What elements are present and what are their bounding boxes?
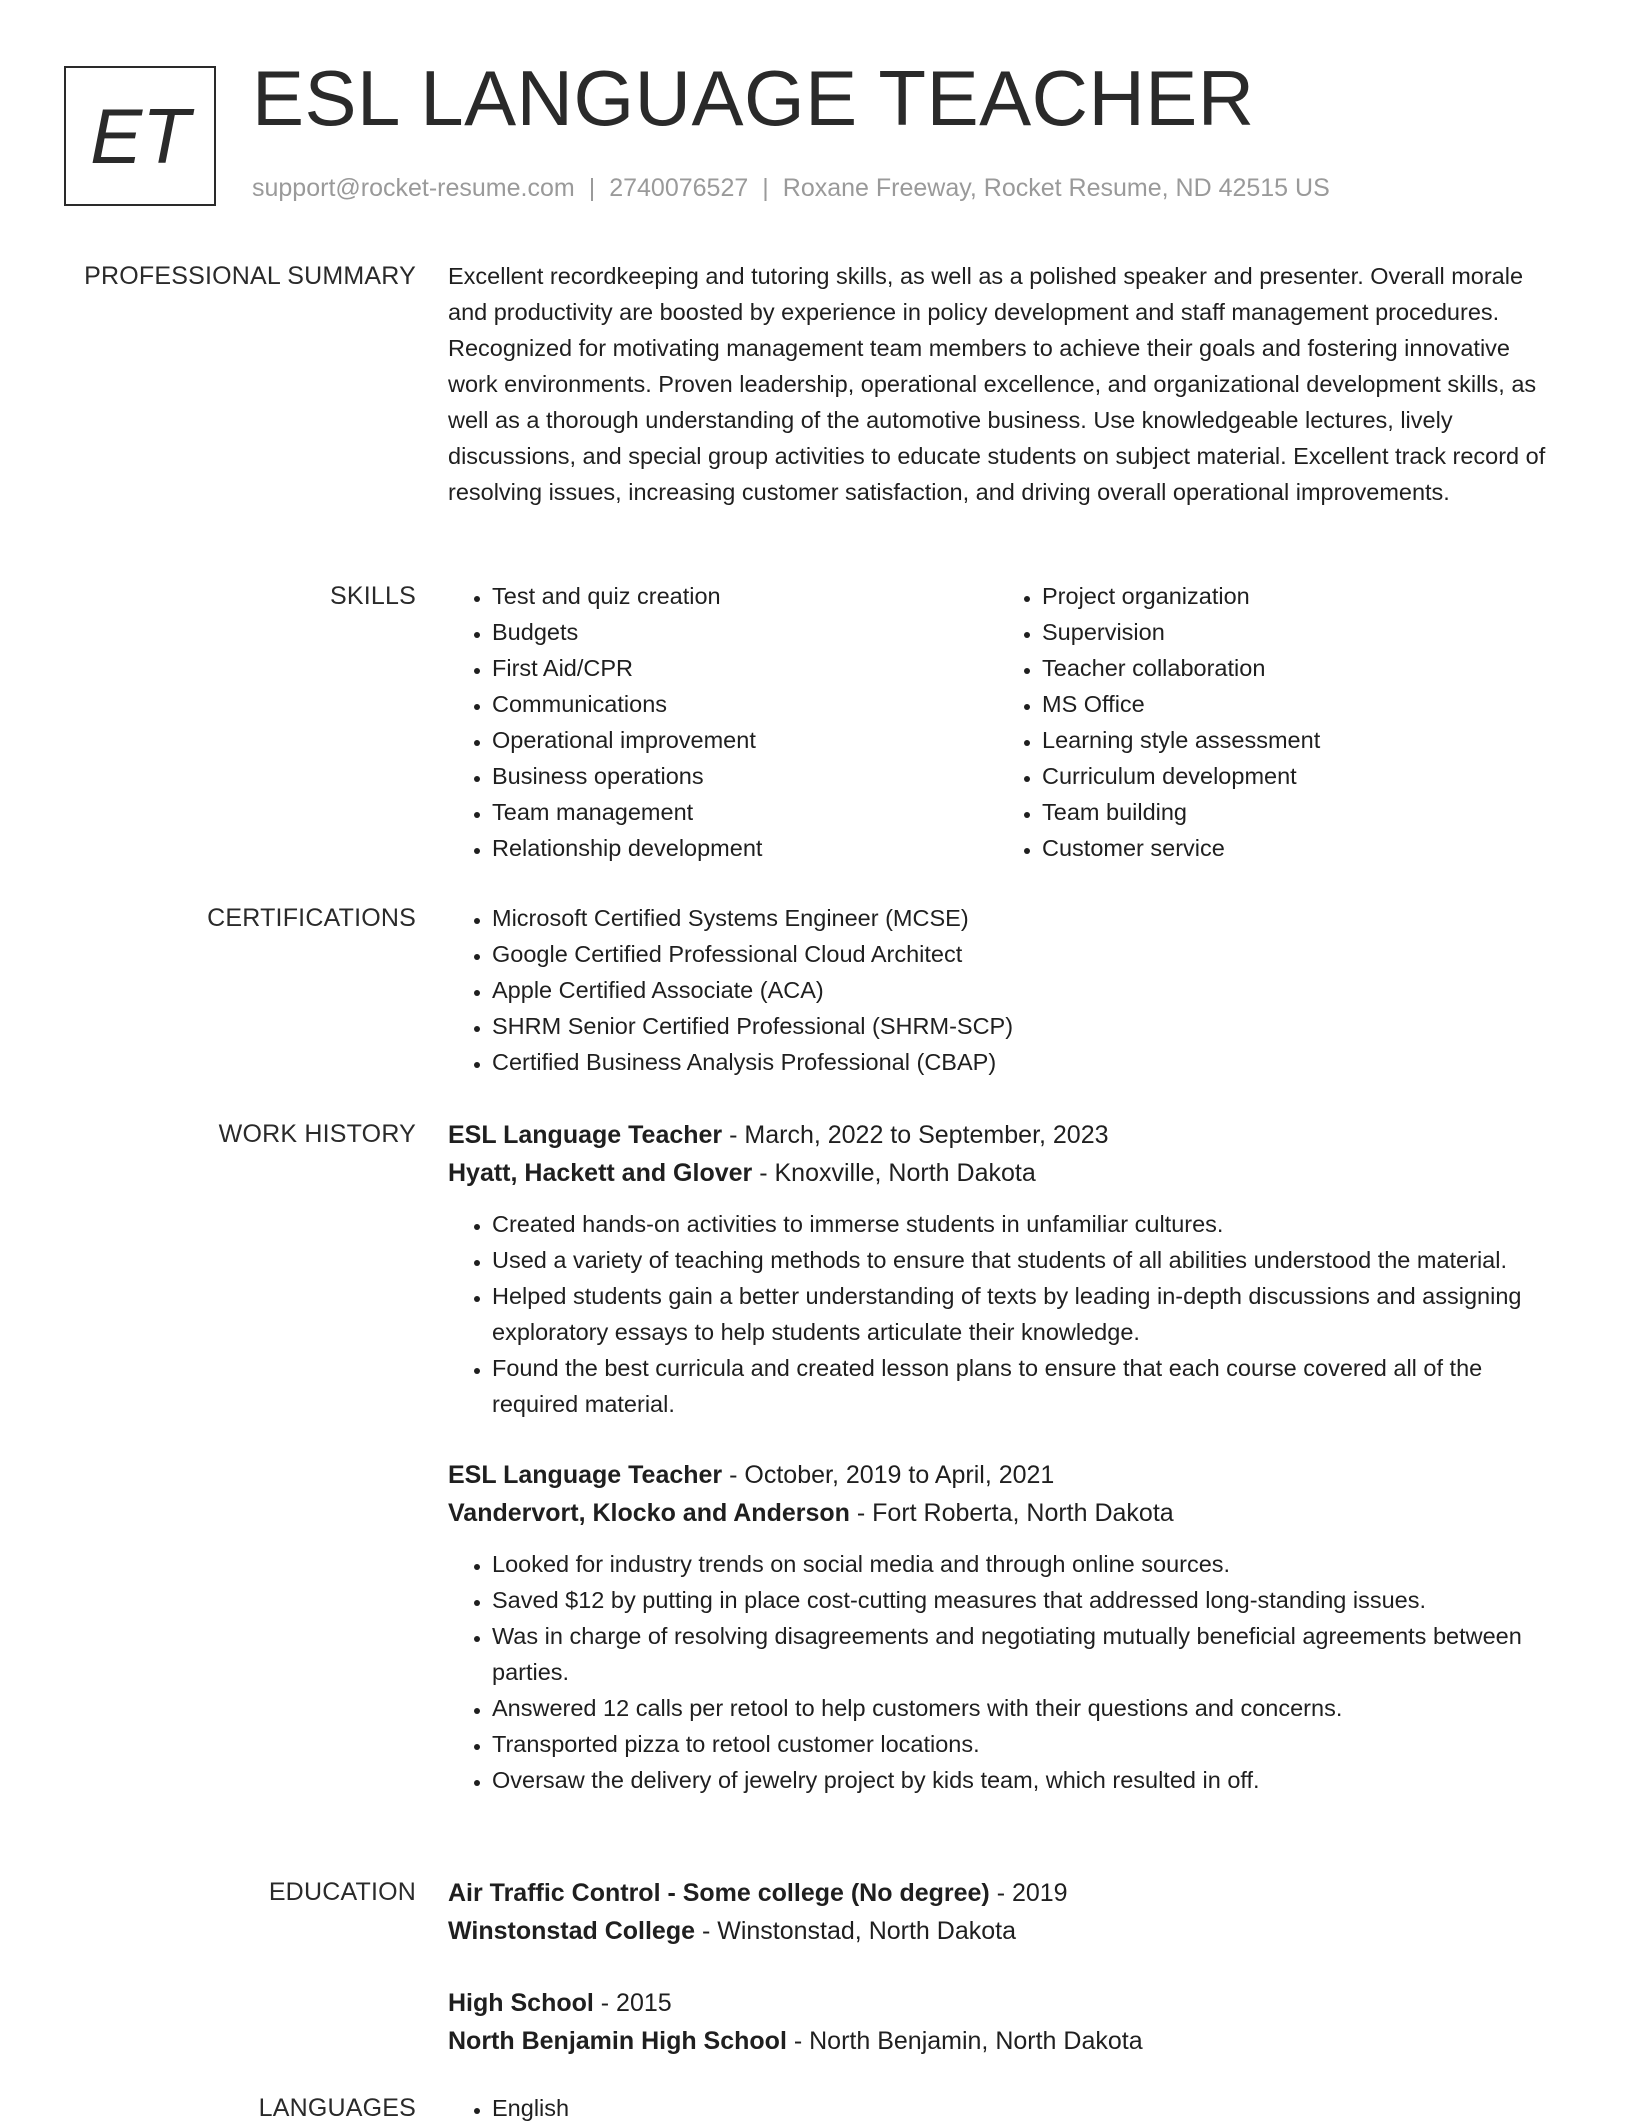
skill-item: • Business operations — [492, 758, 998, 794]
skill-item: • Team management — [492, 794, 998, 830]
job-bullet: • Looked for industry trends on social media and through online sources. — [492, 1546, 1548, 1582]
job-title-line — [448, 1116, 1548, 1154]
job-company: Hyatt, Hackett and Glover — [448, 1159, 753, 1187]
certifications-list — [448, 900, 1548, 1080]
job-company-line — [448, 1154, 1548, 1192]
education-school-line — [448, 1912, 1548, 1950]
job-dates: - October, 2019 to April, 2021 — [729, 1461, 1055, 1489]
job-bullets — [448, 1546, 1548, 1798]
skill-item: • Customer service — [1042, 830, 1548, 866]
job-location: - Fort Roberta, North Dakota — [856, 1499, 1174, 1527]
skill-item: • Test and quiz creation — [492, 578, 998, 614]
contact-line — [252, 174, 1330, 203]
education-degree: High School — [448, 1989, 594, 2017]
job-company-line — [448, 1494, 1548, 1532]
languages-list — [448, 2090, 1548, 2126]
education-degree-line — [448, 1984, 1548, 2022]
skill-item: • Learning style assessment — [1042, 722, 1548, 758]
certification-item: • Certified Business Analysis Professional (CBAP) — [492, 1044, 1548, 1080]
skill-item: • Supervision — [1042, 614, 1548, 650]
skill-item: • Operational improvement — [492, 722, 998, 758]
skill-item: • Teacher collaboration — [1042, 650, 1548, 686]
contact-email: support@rocket-resume.com — [252, 174, 575, 202]
education-school-line — [448, 2022, 1548, 2060]
skill-item: • Budgets — [492, 614, 998, 650]
job-location: - Knoxville, North Dakota — [759, 1159, 1036, 1187]
skill-item: • Team building — [1042, 794, 1548, 830]
skill-item: • Project organization — [1042, 578, 1548, 614]
job-bullet: • Used a variety of teaching methods to ensure that students of all abilities understood the material. — [492, 1242, 1548, 1278]
certification-item: • Google Certified Professional Cloud Architect — [492, 936, 1548, 972]
job-bullet: • Oversaw the delivery of jewelry project by kids team, which resulted in off. — [492, 1762, 1548, 1798]
job-bullet: • Helped students gain a better understanding of texts by leading in-depth discussions and assigning exploratory essays to help students articulate their knowledge. — [492, 1278, 1548, 1350]
job-bullet: • Created hands-on activities to immerse students in unfamiliar cultures. — [492, 1206, 1548, 1242]
summary-text: Excellent recordkeeping and tutoring skills, as well as a polished speaker and presenter. Overall morale and productivity are boosted by experience in policy development and staff management procedures. Recognized for motivating management team members to achieve their goals and fostering innovative work environments. Proven leadership, operational excellence, and organizational development skills, as well as a thorough understanding of the automotive business. Use knowledgeable lectures, lively discussions, and special group activities to educate students on subject material. Excellent track record of resolving issues, increasing customer satisfaction, and driving overall operational improvements. — [448, 263, 1546, 505]
job-role: ESL Language Teacher — [448, 1121, 723, 1149]
job-dates: - March, 2022 to September, 2023 — [729, 1121, 1109, 1149]
education-school: Winstonstad College — [448, 1917, 696, 1945]
job-bullet: • Saved $12 by putting in place cost-cutting measures that addressed long-standing issues. — [492, 1582, 1548, 1618]
language-item: • English — [492, 2090, 1548, 2126]
job-bullet: • Found the best curricula and created lesson plans to ensure that each course covered all of the required material. — [492, 1350, 1548, 1422]
education-school: North Benjamin High School — [448, 2027, 787, 2055]
job-entry — [448, 1116, 1548, 1422]
job-title-line — [448, 1456, 1548, 1494]
certification-item: • Apple Certified Associate (ACA) — [492, 972, 1548, 1008]
education-year: - 2015 — [600, 1989, 672, 2017]
section-title-skills: SKILLS — [330, 582, 416, 610]
job-company: Vandervort, Klocko and Anderson — [448, 1499, 850, 1527]
education-degree-line — [448, 1874, 1548, 1912]
education-year: - 2019 — [996, 1879, 1068, 1907]
contact-separator: | — [588, 174, 596, 202]
education-location: - Winstonstad, North Dakota — [701, 1917, 1016, 1945]
job-role: ESL Language Teacher — [448, 1461, 723, 1489]
job-bullets — [448, 1206, 1548, 1422]
education-degree: Air Traffic Control - Some college (No degree) — [448, 1879, 990, 1907]
section-title-work-history: WORK HISTORY — [218, 1120, 416, 1148]
skill-item: • Relationship development — [492, 830, 998, 866]
education-entry — [448, 1984, 1548, 2060]
section-title-summary: PROFESSIONAL SUMMARY — [84, 262, 416, 290]
skills-list-right — [998, 578, 1548, 866]
job-bullet: • Transported pizza to retool customer locations. — [492, 1726, 1548, 1762]
skill-item: • Communications — [492, 686, 998, 722]
contact-separator: | — [762, 174, 769, 202]
monogram-initials: ET — [64, 66, 216, 206]
education-entry — [448, 1874, 1548, 1950]
contact-address: Roxane Freeway, Rocket Resume, ND 42515 US — [782, 174, 1330, 202]
job-entry — [448, 1456, 1548, 1798]
page-title: ESL LANGUAGE TEACHER — [252, 54, 1255, 142]
skill-item: • MS Office — [1042, 686, 1548, 722]
section-title-certifications: CERTIFICATIONS — [207, 904, 416, 932]
job-bullet: • Answered 12 calls per retool to help customers with their questions and concerns. — [492, 1690, 1548, 1726]
education-location: - North Benjamin, North Dakota — [793, 2027, 1143, 2055]
contact-phone: 2740076527 — [609, 174, 749, 202]
certification-item: • Microsoft Certified Systems Engineer (MCSE) — [492, 900, 1548, 936]
section-title-languages: LANGUAGES — [258, 2094, 416, 2122]
certification-item: • SHRM Senior Certified Professional (SHRM-SCP) — [492, 1008, 1548, 1044]
skill-item: • First Aid/CPR — [492, 650, 998, 686]
section-title-education: EDUCATION — [268, 1878, 416, 1906]
job-bullet: • Was in charge of resolving disagreements and negotiating mutually beneficial agreements between parties. — [492, 1618, 1548, 1690]
skills-list-left — [448, 578, 998, 866]
skill-item: • Curriculum development — [1042, 758, 1548, 794]
